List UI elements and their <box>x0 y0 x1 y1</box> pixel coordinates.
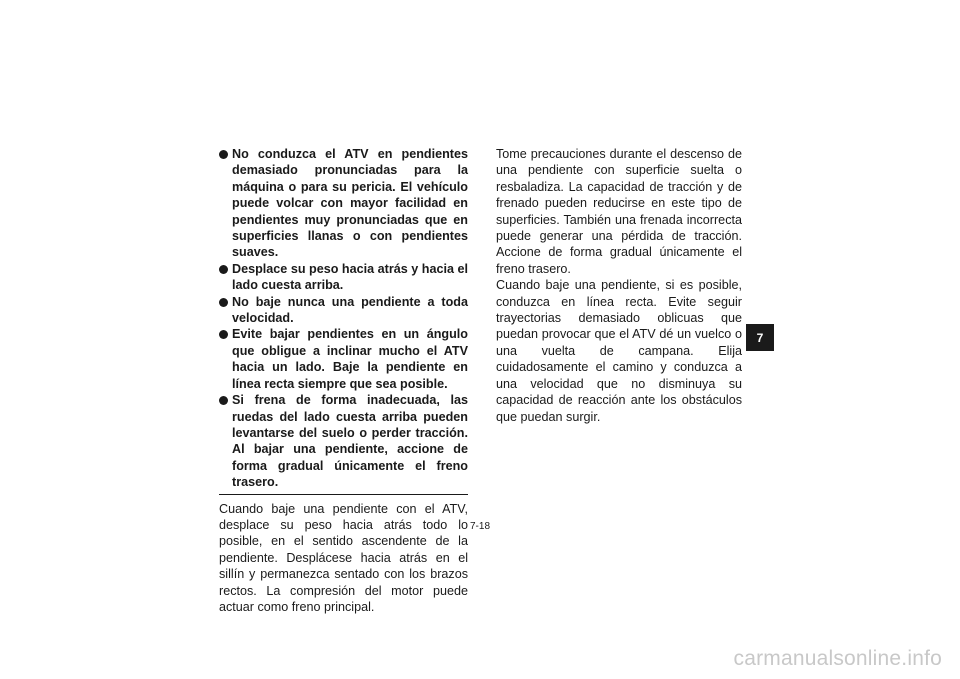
warning-item <box>219 294 468 327</box>
bullet-icon <box>219 150 228 159</box>
bullet-icon <box>219 265 228 274</box>
warning-item <box>219 146 468 261</box>
warning-text: Evite bajar pendientes en un ángulo que obligue a inclinar mucho el ATV hacia un lado. Baje la pendiente en línea recta siempre que sea posible. <box>232 327 468 391</box>
chapter-tab: 7 <box>746 324 774 351</box>
bullet-icon <box>219 330 228 339</box>
watermark: carmanualsonline.info <box>733 647 942 670</box>
page-number: 7-18 <box>470 521 491 532</box>
warning-text: Si frena de forma inadecuada, las ruedas del lado cuesta arriba pueden levantarse del suelo o perder tracción. Al bajar una pendiente, accione de forma gradual únicamente el freno trasero. <box>232 393 468 490</box>
warning-text: No conduzca el ATV en pendientes demasiado pronunciadas para la máquina o para su pericia. El vehículo puede volcar con mayor facilidad en pendientes muy pronunciadas que en superficies llanas o con pendientes suaves. <box>232 147 468 260</box>
warning-list <box>219 146 468 491</box>
warning-item <box>219 261 468 294</box>
body-paragraph: Cuando baje una pendiente con el ATV, desplace su peso hacia atrás todo lo posible, en el sentido ascendente de la pendiente. Desplácese hacia atrás en el sillín y permanezca sentado con los brazos rectos. La compresión del motor puede actuar como freno principal. <box>219 501 468 614</box>
warning-item <box>219 392 468 490</box>
divider-rule <box>219 494 468 495</box>
body-paragraph: Tome precauciones durante el descenso de una pendiente con superficie suelta o resbaladiza. La capacidad de tracción y de frenado pueden reducirse en este tipo de superficies. También una frenada incorrecta puede generar una pérdida de tracción. Accione de forma gradual únicamente el freno trasero. <box>496 147 742 276</box>
bullet-icon <box>219 396 228 405</box>
body-paragraph: Cuando baje una pendiente, si es posible, conduzca en línea recta. Evite seguir trayectorias demasiado oblicuas que puedan provocar que el ATV dé un vuelco o una vuelta de campana. Elija cuidadosamente el camino y conduzca a una velocidad que no disminuya su capacidad de reacción ante los obstáculos que puedan surgir. <box>496 278 742 424</box>
bullet-icon <box>219 298 228 307</box>
left-column <box>219 146 468 615</box>
warning-text: Desplace su peso hacia atrás y hacia el lado cuesta arriba. <box>232 261 468 293</box>
warning-item <box>219 326 468 392</box>
right-column <box>496 146 742 425</box>
warning-text: No baje nunca una pendiente a toda velocidad. <box>232 294 468 326</box>
